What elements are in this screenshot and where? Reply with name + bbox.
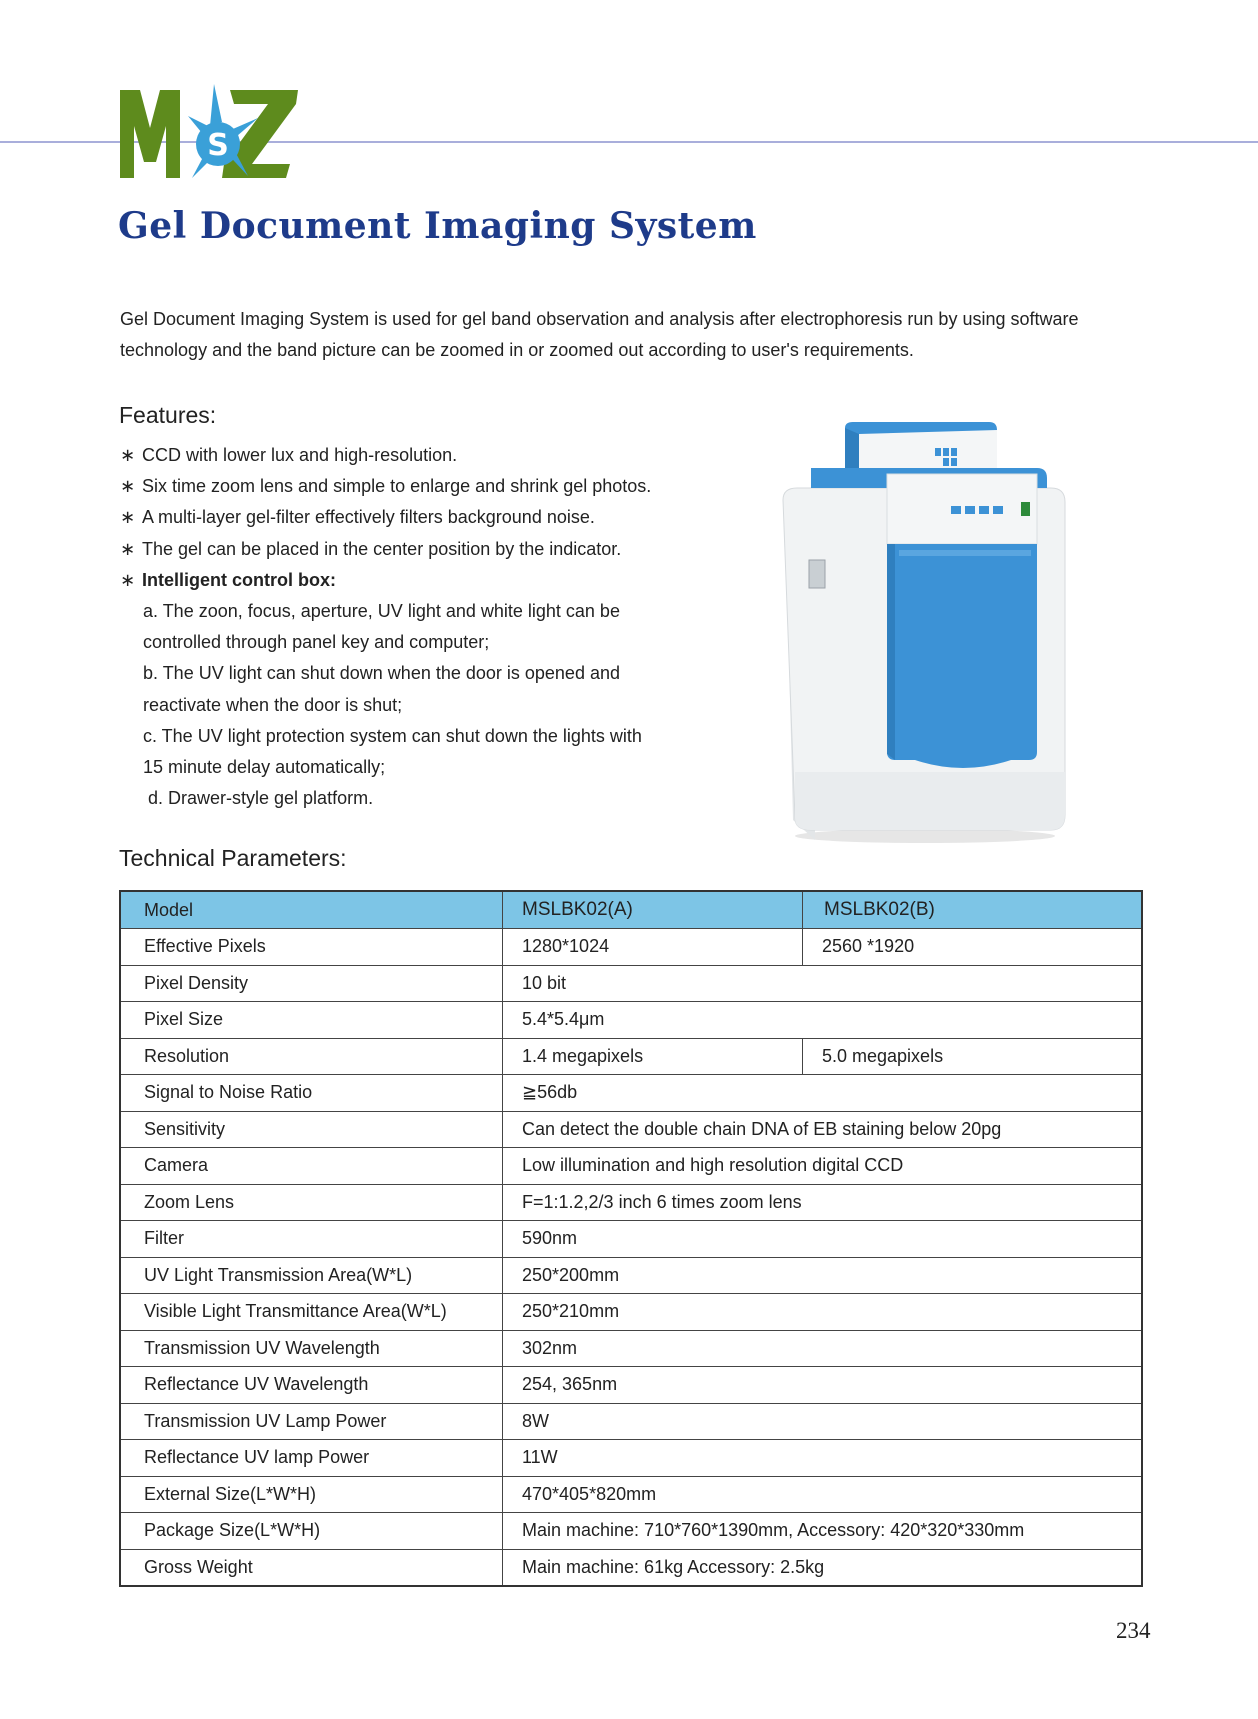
feature-item: ∗ CCD with lower lux and high-resolution. (120, 440, 710, 471)
header-cell: MSLBK02(B) (803, 891, 1143, 929)
param-value: 250*200mm (503, 1257, 1143, 1294)
param-label: Visible Light Transmittance Area(W*L) (120, 1294, 503, 1331)
header-cell: Model (120, 891, 503, 929)
feature-item: ∗ Six time zoom lens and simple to enlarge and shrink gel photos. (120, 471, 710, 502)
param-value: ≧56db (503, 1075, 1143, 1112)
svg-text:S: S (207, 128, 229, 163)
features-heading: Features: (119, 402, 217, 428)
param-label: Gross Weight (120, 1549, 503, 1586)
param-value: 470*405*820mm (503, 1476, 1143, 1513)
param-value: 8W (503, 1403, 1143, 1440)
feature-subitem: 15 minute delay automatically; (143, 757, 386, 778)
company-logo (118, 82, 300, 182)
feature-subitem: b. The UV light can shut down when the door is opened and (143, 663, 620, 684)
page-number: 234 (1116, 1618, 1151, 1643)
feature-item: ∗ A multi-layer gel-filter effectively filters background noise. (120, 502, 710, 533)
param-value: F=1:1.2,2/3 inch 6 times zoom lens (503, 1184, 1143, 1221)
params-heading: Technical Parameters: (119, 845, 347, 871)
param-value: Main machine: 710*760*1390mm, Accessory: 420*320*330mm (503, 1513, 1143, 1550)
gel-imaging-system-photo (775, 420, 1075, 845)
param-value: 1280*1024 (503, 929, 803, 966)
table-row (120, 1038, 1142, 1075)
feature-subitem: d. Drawer-style gel platform. (148, 788, 374, 809)
param-value: 250*210mm (503, 1294, 1143, 1331)
table-row (120, 1257, 1142, 1294)
param-label: Reflectance UV Wavelength (120, 1367, 503, 1404)
bullet-icon: ∗ (120, 569, 136, 591)
param-label: Package Size(L*W*H) (120, 1513, 503, 1550)
param-value: 590nm (503, 1221, 1143, 1258)
bullet-icon: ∗ (120, 538, 136, 560)
table-header-row (120, 891, 1142, 929)
param-value: Main machine: 61kg Accessory: 2.5kg (503, 1549, 1143, 1586)
table-row (120, 1367, 1142, 1404)
param-label: Pixel Size (120, 1002, 503, 1039)
param-value: Low illumination and high resolution digital CCD (503, 1148, 1143, 1185)
table-row (120, 1549, 1142, 1586)
table-row (120, 1513, 1142, 1550)
param-value: 11W (503, 1440, 1143, 1477)
table-row (120, 1294, 1142, 1331)
header-cell: MSLBK02(A) (503, 891, 803, 929)
feature-subitem: a. The zoon, focus, aperture, UV light and white light can be (143, 601, 620, 622)
feature-subitem: c. The UV light protection system can shut down the lights with (143, 725, 642, 746)
feature-subitem: controlled through panel key and computer; (143, 632, 490, 653)
bullet-icon: ∗ (120, 445, 136, 466)
param-value: 2560 *1920 (803, 929, 1143, 966)
table-row (120, 1148, 1142, 1185)
bullet-icon: ∗ (120, 476, 136, 498)
intro-paragraph: Gel Document Imaging System is used for gel band observation and analysis after electrophoresis run by using software technology and the band picture can be zoomed in or zoomed out according to user's requirements. (120, 309, 1079, 360)
table-row (120, 965, 1142, 1002)
table-row (120, 1111, 1142, 1148)
param-value: 302nm (503, 1330, 1143, 1367)
feature-subitem: reactivate when the door is shut; (143, 694, 403, 715)
param-label: Filter (120, 1221, 503, 1258)
table-row (120, 1476, 1142, 1513)
technical-parameters-table (119, 890, 1143, 1587)
param-value: 5.0 megapixels (803, 1038, 1143, 1075)
table-row (120, 929, 1142, 966)
param-label: Sensitivity (120, 1111, 503, 1148)
table-row (120, 1330, 1142, 1367)
table-row (120, 1184, 1142, 1221)
param-label: Effective Pixels (120, 929, 503, 966)
param-label: Transmission UV Wavelength (120, 1330, 503, 1367)
param-value: 5.4*5.4μm (503, 1002, 1143, 1039)
param-value: Can detect the double chain DNA of EB staining below 20pg (503, 1111, 1143, 1148)
table-row (120, 1075, 1142, 1112)
param-label: Transmission UV Lamp Power (120, 1403, 503, 1440)
param-value: 1.4 megapixels (503, 1038, 803, 1075)
bullet-icon: ∗ (120, 507, 136, 529)
page-title: Gel Document Imaging System (118, 205, 757, 247)
feature-item: ∗ The gel can be placed in the center position by the indicator. (120, 534, 710, 565)
table-row (120, 1221, 1142, 1258)
param-label: Signal to Noise Ratio (120, 1075, 503, 1112)
param-value: 10 bit (503, 965, 1143, 1002)
param-value: 254, 365nm (503, 1367, 1143, 1404)
param-label: Reflectance UV lamp Power (120, 1440, 503, 1477)
param-label: Camera (120, 1148, 503, 1185)
param-label: External Size(L*W*H) (120, 1476, 503, 1513)
table-row (120, 1440, 1142, 1477)
table-row (120, 1002, 1142, 1039)
table-row (120, 1403, 1142, 1440)
param-label: Zoom Lens (120, 1184, 503, 1221)
features-list (120, 440, 710, 814)
param-label: Pixel Density (120, 965, 503, 1002)
param-label: Resolution (120, 1038, 503, 1075)
param-label: UV Light Transmission Area(W*L) (120, 1257, 503, 1294)
feature-item: ∗ Intelligent control box: (120, 565, 710, 596)
